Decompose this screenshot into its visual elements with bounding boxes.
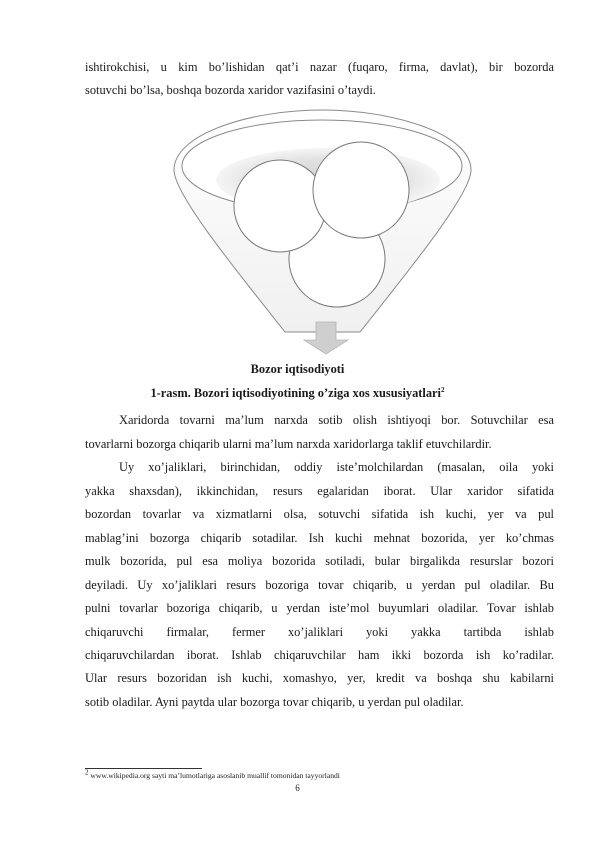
figure-caption-text: 1-rasm. Bozori iqtisodiyotining o’ziga xos xususiyatlari — [150, 386, 441, 400]
footnote — [85, 768, 340, 780]
figure-caption — [0, 386, 595, 401]
intro-line-2: sotuvchi bo’lsa, boshqa bozorda xaridor vazifasini o’taydi. — [85, 83, 376, 97]
footnote-divider — [85, 768, 202, 769]
funnel-circle-right — [313, 142, 409, 238]
para2-line: chiqaruvchi firmalar, fermer xo’jaliklari yoki yakka tartibda ishlab — [85, 625, 554, 639]
para2-line: yakka shaxsdan), ikkinchidan, resurs egalaridan iborat. Ular xaridor sifatida — [85, 484, 554, 498]
intro-line-1: ishtirokchisi, u kim bo’lishidan qat’i nazar (fuqaro, firma, davlat), bir bozorda — [85, 60, 554, 74]
footnote-text: www.wikipedia.org sayti ma’lumotlariga asoslanib muallif tomonidan tayyorlandi — [90, 771, 340, 780]
footnote-mark: 2 — [85, 768, 89, 777]
figure-title: Bozor iqtisodiyoti — [250, 362, 345, 376]
para2-line: Uy xo’jaliklari, birinchidan, oddiy iste’molchilardan (masalan, oila yoki — [119, 460, 554, 474]
funnel-diagram — [170, 104, 475, 356]
para1-line-2: tovarlarni bozorga chiqarib ularni ma’lum narxda xaridorlarga taklif etuvchilardir. — [85, 437, 492, 451]
para2-line: bozordan tovarlar va xizmatlarni olsa, sotuvchi sifatida ish kuchi, yer va pul — [85, 507, 554, 521]
para2-line: mablag’ini bozorga chiqarib sotadilar. Ish kuchi mehnat bozorida, yer ko’chmas — [85, 531, 554, 545]
funnel-circle-left — [234, 160, 326, 252]
para2-line: Ular resurs bozoridan ish kuchi, xomashyo, yer, kredit va boshqa shu kabilarni — [85, 671, 554, 685]
para2-line: chiqaruvchilardan iborat. Ishlab chiqaruvchilar ham ikki bozorda ish ko’radilar. — [85, 648, 554, 662]
para2-line: deyiladi. Uy xo’jaliklari resurs bozoriga tovar chiqarib, u yerdan pul oladilar. Bu — [85, 578, 554, 592]
page-number: 6 — [295, 783, 300, 793]
para2-line: pulni tovarlar bozoriga chiqarib, u yerdan iste’mol buyumlari oladilar. Tovar ishlab — [85, 601, 554, 615]
para2-line: sotib oladilar. Ayni paytda ular bozorga tovar chiqarib, u yerdan pul oladilar. — [85, 695, 464, 709]
figure-caption-footnote-mark: 2 — [441, 385, 445, 394]
para2-line: mulk bozorida, pul esa moliya bozorida sotiladi, bular birgalikda resurslar bozori — [85, 554, 554, 568]
para1-line-1: Xaridorda tovarni ma’lum narxda sotib olish ishtiyoqi bor. Sotuvchilar esa — [119, 413, 554, 427]
